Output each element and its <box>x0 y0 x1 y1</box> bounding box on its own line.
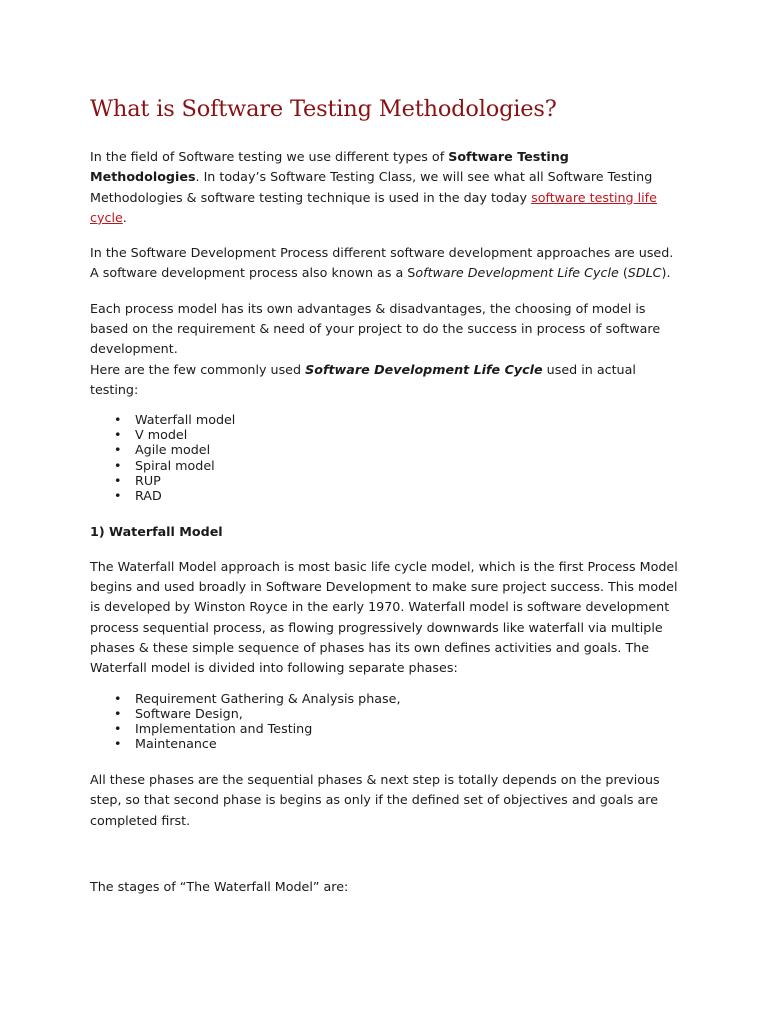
sdlc-abbrev: SDLC <box>627 265 662 281</box>
bullet-icon: • <box>114 457 122 473</box>
list-item-label: RUP <box>135 472 161 488</box>
bullet-icon: • <box>114 690 122 706</box>
list-item-label: Maintenance <box>135 735 217 751</box>
list-item <box>114 706 682 721</box>
list-item <box>114 458 682 473</box>
models-intro-paragraph <box>90 360 682 401</box>
list-item-label: Agile model <box>135 442 211 458</box>
waterfall-description: The Waterfall Model approach is most basic life cycle model, which is the first Process Model begins and used broadly in Software Development to make sure project success. This model is developed by Winston Royce in the early 1970. Waterfall model is software development process sequential process, as flowing progressively downwards like waterfall via multiple phases & these simple sequence of phases has its own defines activities and goals. The Waterfall model is divided into following separate phases: <box>90 558 678 676</box>
sdlc-paren-close: ). <box>661 265 671 281</box>
bullet-icon: • <box>114 487 122 503</box>
bullet-icon: • <box>114 427 122 443</box>
bullet-icon: • <box>114 412 122 428</box>
waterfall-heading: 1) Waterfall Model <box>90 523 223 539</box>
spacer <box>90 846 682 877</box>
list-item <box>114 442 682 457</box>
list-item <box>114 427 682 442</box>
intro-bold-term: Software Testing Methodologies <box>90 149 569 185</box>
sdlc-link[interactable]: software testing life cycle <box>90 189 657 225</box>
list-item-label: Requirement Gathering & Analysis phase, <box>135 690 401 706</box>
page-title: What is Software Testing Methodologies? <box>90 96 557 122</box>
list-item-label: Spiral model <box>135 457 215 473</box>
sequential-paragraph: All these phases are the sequential phases & next step is totally depends on the previous step, so that second phase is begins as only if the defined set of objectives and goals are completed first. <box>90 771 660 828</box>
phases-list <box>90 691 682 751</box>
sdlc-text: In the Software Development Process different software development approaches are used. A software development process also known as a S <box>90 245 674 281</box>
list-item <box>114 488 682 503</box>
bullet-icon: • <box>114 442 122 458</box>
models-intro-term: Software Development Life Cycle <box>305 361 543 377</box>
list-item-label: Implementation and Testing <box>135 720 313 736</box>
bullet-icon: • <box>114 705 122 721</box>
list-item-label: V model <box>135 427 188 443</box>
list-item <box>114 473 682 488</box>
document-page <box>90 92 682 912</box>
list-item-label: Waterfall model <box>135 412 236 428</box>
advantages-paragraph: Each process model has its own advantages & disadvantages, the choosing of model is based on the requirement & need of your project to do the success in process of software development. <box>90 300 661 357</box>
sdlc-paren-open: ( <box>618 265 628 281</box>
intro-text-cont: . In today’s Software Testing Class, we will see what all Software Testing Methodologies & software testing technique is used in the day today <box>90 169 653 205</box>
list-item <box>114 721 682 736</box>
sdlc-italic-term: oftware Development Life Cycle <box>415 265 619 281</box>
stages-paragraph: The stages of “The Waterfall Model” are: <box>90 878 349 894</box>
bullet-icon: • <box>114 472 122 488</box>
list-item-label: RAD <box>135 487 162 503</box>
list-item <box>114 412 682 427</box>
models-list <box>90 412 682 503</box>
bullet-icon: • <box>114 735 122 751</box>
models-intro-text: Here are the few commonly used <box>90 361 306 377</box>
intro-paragraph <box>90 147 682 228</box>
list-item <box>114 736 682 751</box>
intro-text-end: . <box>122 209 127 225</box>
intro-text: In the field of Software testing we use different types of <box>90 149 449 164</box>
list-item <box>114 691 682 706</box>
sdlc-paragraph <box>90 243 682 284</box>
models-intro-text-end: used in actual testing: <box>90 361 636 397</box>
bullet-icon: • <box>114 720 122 736</box>
list-item-label: Software Design, <box>135 705 243 721</box>
